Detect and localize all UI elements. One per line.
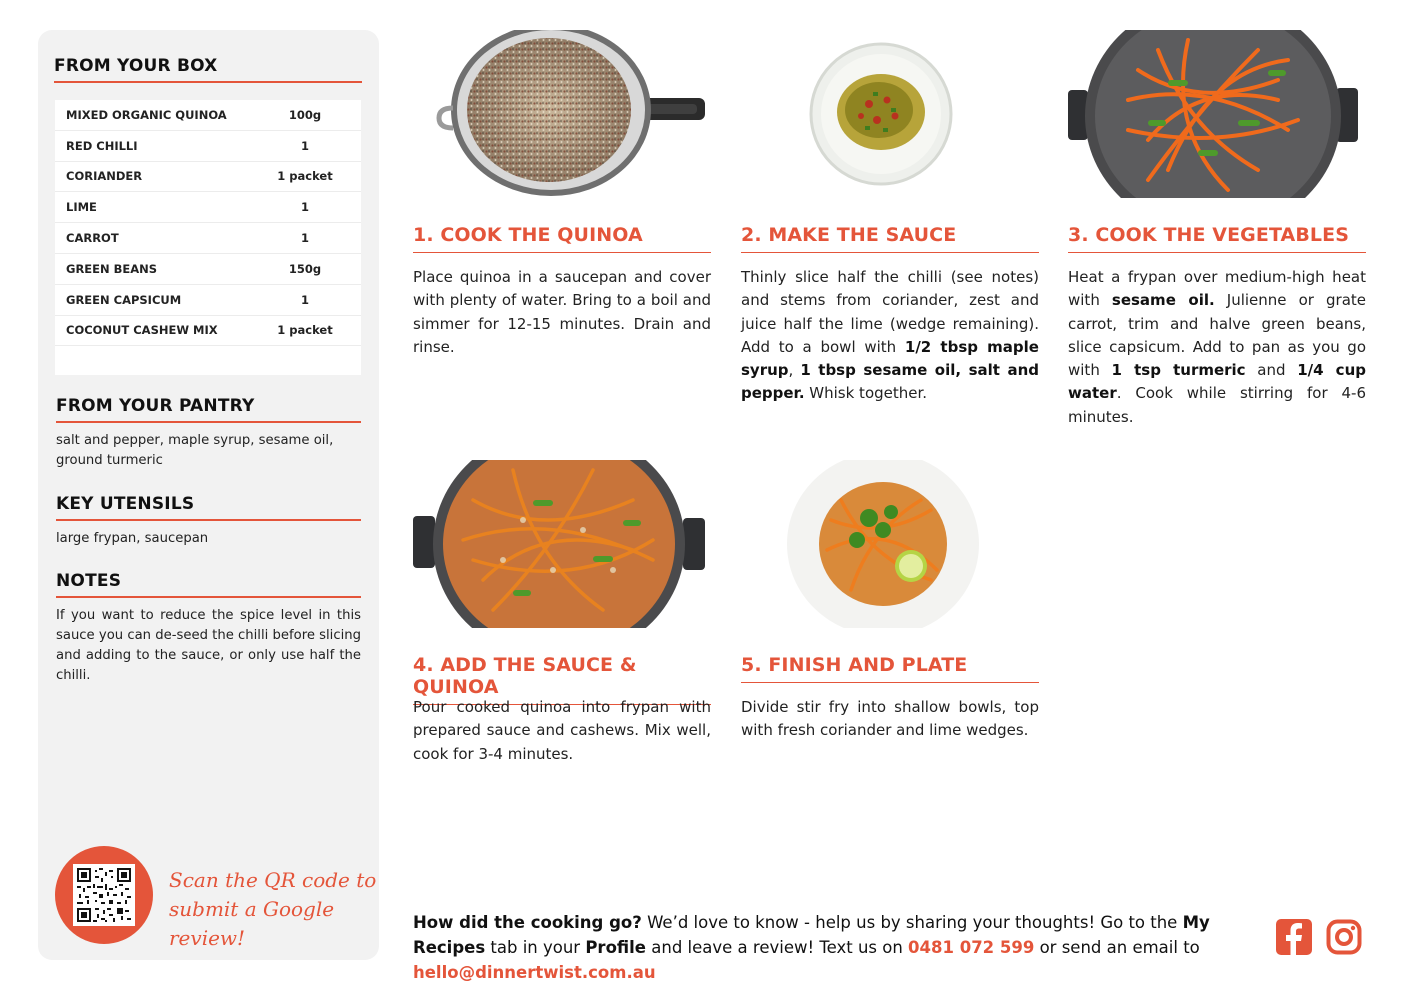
from-your-box-heading: FROM YOUR BOX <box>54 56 362 83</box>
text-run: and <box>1245 361 1298 380</box>
utensils-text: large frypan, saucepan <box>56 531 209 546</box>
contact-link[interactable]: hello@dinnertwist.com.au <box>413 963 656 982</box>
text-run: tab in your <box>485 938 586 957</box>
step-5-title: 5. FINISH AND PLATE <box>741 654 1039 683</box>
step-2-image <box>741 30 1039 198</box>
ingredients-sidebar <box>38 30 379 960</box>
step-3-instructions <box>1068 266 1366 429</box>
text-run: . Cook while stirring for 4-6 minutes. <box>1068 384 1366 426</box>
text-run: sesame oil. <box>1111 291 1215 310</box>
notes-heading: NOTES <box>56 571 361 598</box>
step-3-image <box>1068 30 1366 198</box>
from-your-pantry-heading: FROM YOUR PANTRY <box>56 396 361 423</box>
ingredient-qty: 1 packet <box>277 323 333 338</box>
ingredient-name: GREEN CAPSICUM <box>66 292 182 307</box>
text-run: 1/2 tbsp maple syrup <box>741 337 1039 380</box>
text-run: and leave a review! Text us on <box>646 938 909 957</box>
ingredient-name: GREEN BEANS <box>66 261 158 276</box>
text-run: 1 tsp turmeric <box>1111 361 1246 380</box>
qr-code-icon <box>77 868 131 922</box>
ingredient-qty: 1 packet <box>277 169 333 184</box>
text-run: Julienne or grate carrot, trim and halve green beans, slice capsicum. Add to pan as you go with <box>1068 291 1366 380</box>
text-run: 1 tbsp sesame oil, salt and pepper. <box>741 361 1039 403</box>
ingredient-qty: 1 <box>300 138 309 153</box>
pantry-text: salt and pepper, maple syrup, sesame oil, ground turmeric <box>56 433 334 468</box>
ingredient-qty: 1 <box>300 200 309 215</box>
qr-caption: Scan the QR code to submit a Google review! <box>169 868 377 950</box>
step-3-title: 3. COOK THE VEGETABLES <box>1068 224 1366 253</box>
key-utensils-heading: KEY UTENSILS <box>56 494 361 521</box>
step-1-instructions <box>413 266 711 359</box>
qr-badge[interactable] <box>55 846 153 944</box>
ingredient-qty: 100g <box>288 107 322 122</box>
ingredient-name: LIME <box>66 200 97 215</box>
text-run: Thinly slice half the chilli (see notes) and stems from coriander, zest and juice half the lime (wedge remaining). Add to a bowl with <box>741 268 1039 356</box>
text-run: My Recipes <box>413 913 1210 957</box>
step-1-title: 1. COOK THE QUINOA <box>413 224 711 253</box>
ingredient-qty: 1 <box>300 292 309 307</box>
text-run: Place quinoa in a saucepan and cover with plenty of water. Bring to a boil and simmer for 12-15 minutes. Drain and rinse. <box>413 268 711 356</box>
step-4-image <box>413 460 711 628</box>
ingredient-row <box>55 192 361 223</box>
step-2-title: 2. MAKE THE SAUCE <box>741 224 1039 253</box>
text-run: How did the cooking go? <box>413 913 642 932</box>
ingredient-name: MIXED ORGANIC QUINOA <box>66 107 227 122</box>
ingredient-row <box>55 254 361 285</box>
ingredient-name: CORIANDER <box>66 169 143 184</box>
instagram-icon[interactable] <box>1326 919 1362 955</box>
facebook-icon[interactable] <box>1276 919 1312 955</box>
text-run: , <box>788 361 801 380</box>
ingredient-row <box>55 162 361 193</box>
text-run: We’d love to know - help us by sharing your thoughts! Go to the <box>641 913 1183 932</box>
step-5-image <box>741 460 1039 628</box>
ingredient-qty: 1 <box>300 231 309 246</box>
ingredients-table <box>55 100 361 375</box>
step-4-title: 4. ADD THE SAUCE & QUINOA <box>413 654 711 705</box>
qr-code[interactable] <box>73 864 135 926</box>
text-run: Heat a frypan over medium-high heat with <box>1068 268 1366 310</box>
ingredient-row <box>55 131 361 162</box>
text-run: Profile <box>585 938 646 957</box>
ingredient-name: RED CHILLI <box>66 138 138 153</box>
text-run: Divide stir fry into shallow bowls, top with fresh coriander and lime wedges. <box>741 698 1039 740</box>
step-4-instructions <box>413 696 711 766</box>
text-run: or send an email to <box>1034 938 1200 957</box>
ingredient-row <box>55 223 361 254</box>
ingredient-name: CARROT <box>66 231 119 246</box>
step-1-image <box>413 30 711 198</box>
step-2-instructions <box>741 266 1039 406</box>
ingredient-row <box>55 316 361 347</box>
contact-link[interactable]: 0481 072 599 <box>908 938 1035 957</box>
ingredient-row <box>55 100 361 131</box>
step-5-instructions <box>741 696 1039 743</box>
text-run: 1/4 cup water <box>1068 361 1366 403</box>
text-run: Whisk together. <box>804 384 928 403</box>
ingredient-row <box>55 285 361 316</box>
notes-text: If you want to reduce the spice level in this sauce you can de-seed the chilli before slicing and adding to the sauce, or only use half the chilli. <box>56 608 361 683</box>
review-footer <box>413 910 1263 985</box>
ingredient-name: COCONUT CASHEW MIX <box>66 323 218 338</box>
ingredient-qty: 150g <box>288 261 322 276</box>
text-run: Pour cooked quinoa into frypan with prepared sauce and cashews. Mix well, cook for 3-4 minutes. <box>413 698 711 763</box>
